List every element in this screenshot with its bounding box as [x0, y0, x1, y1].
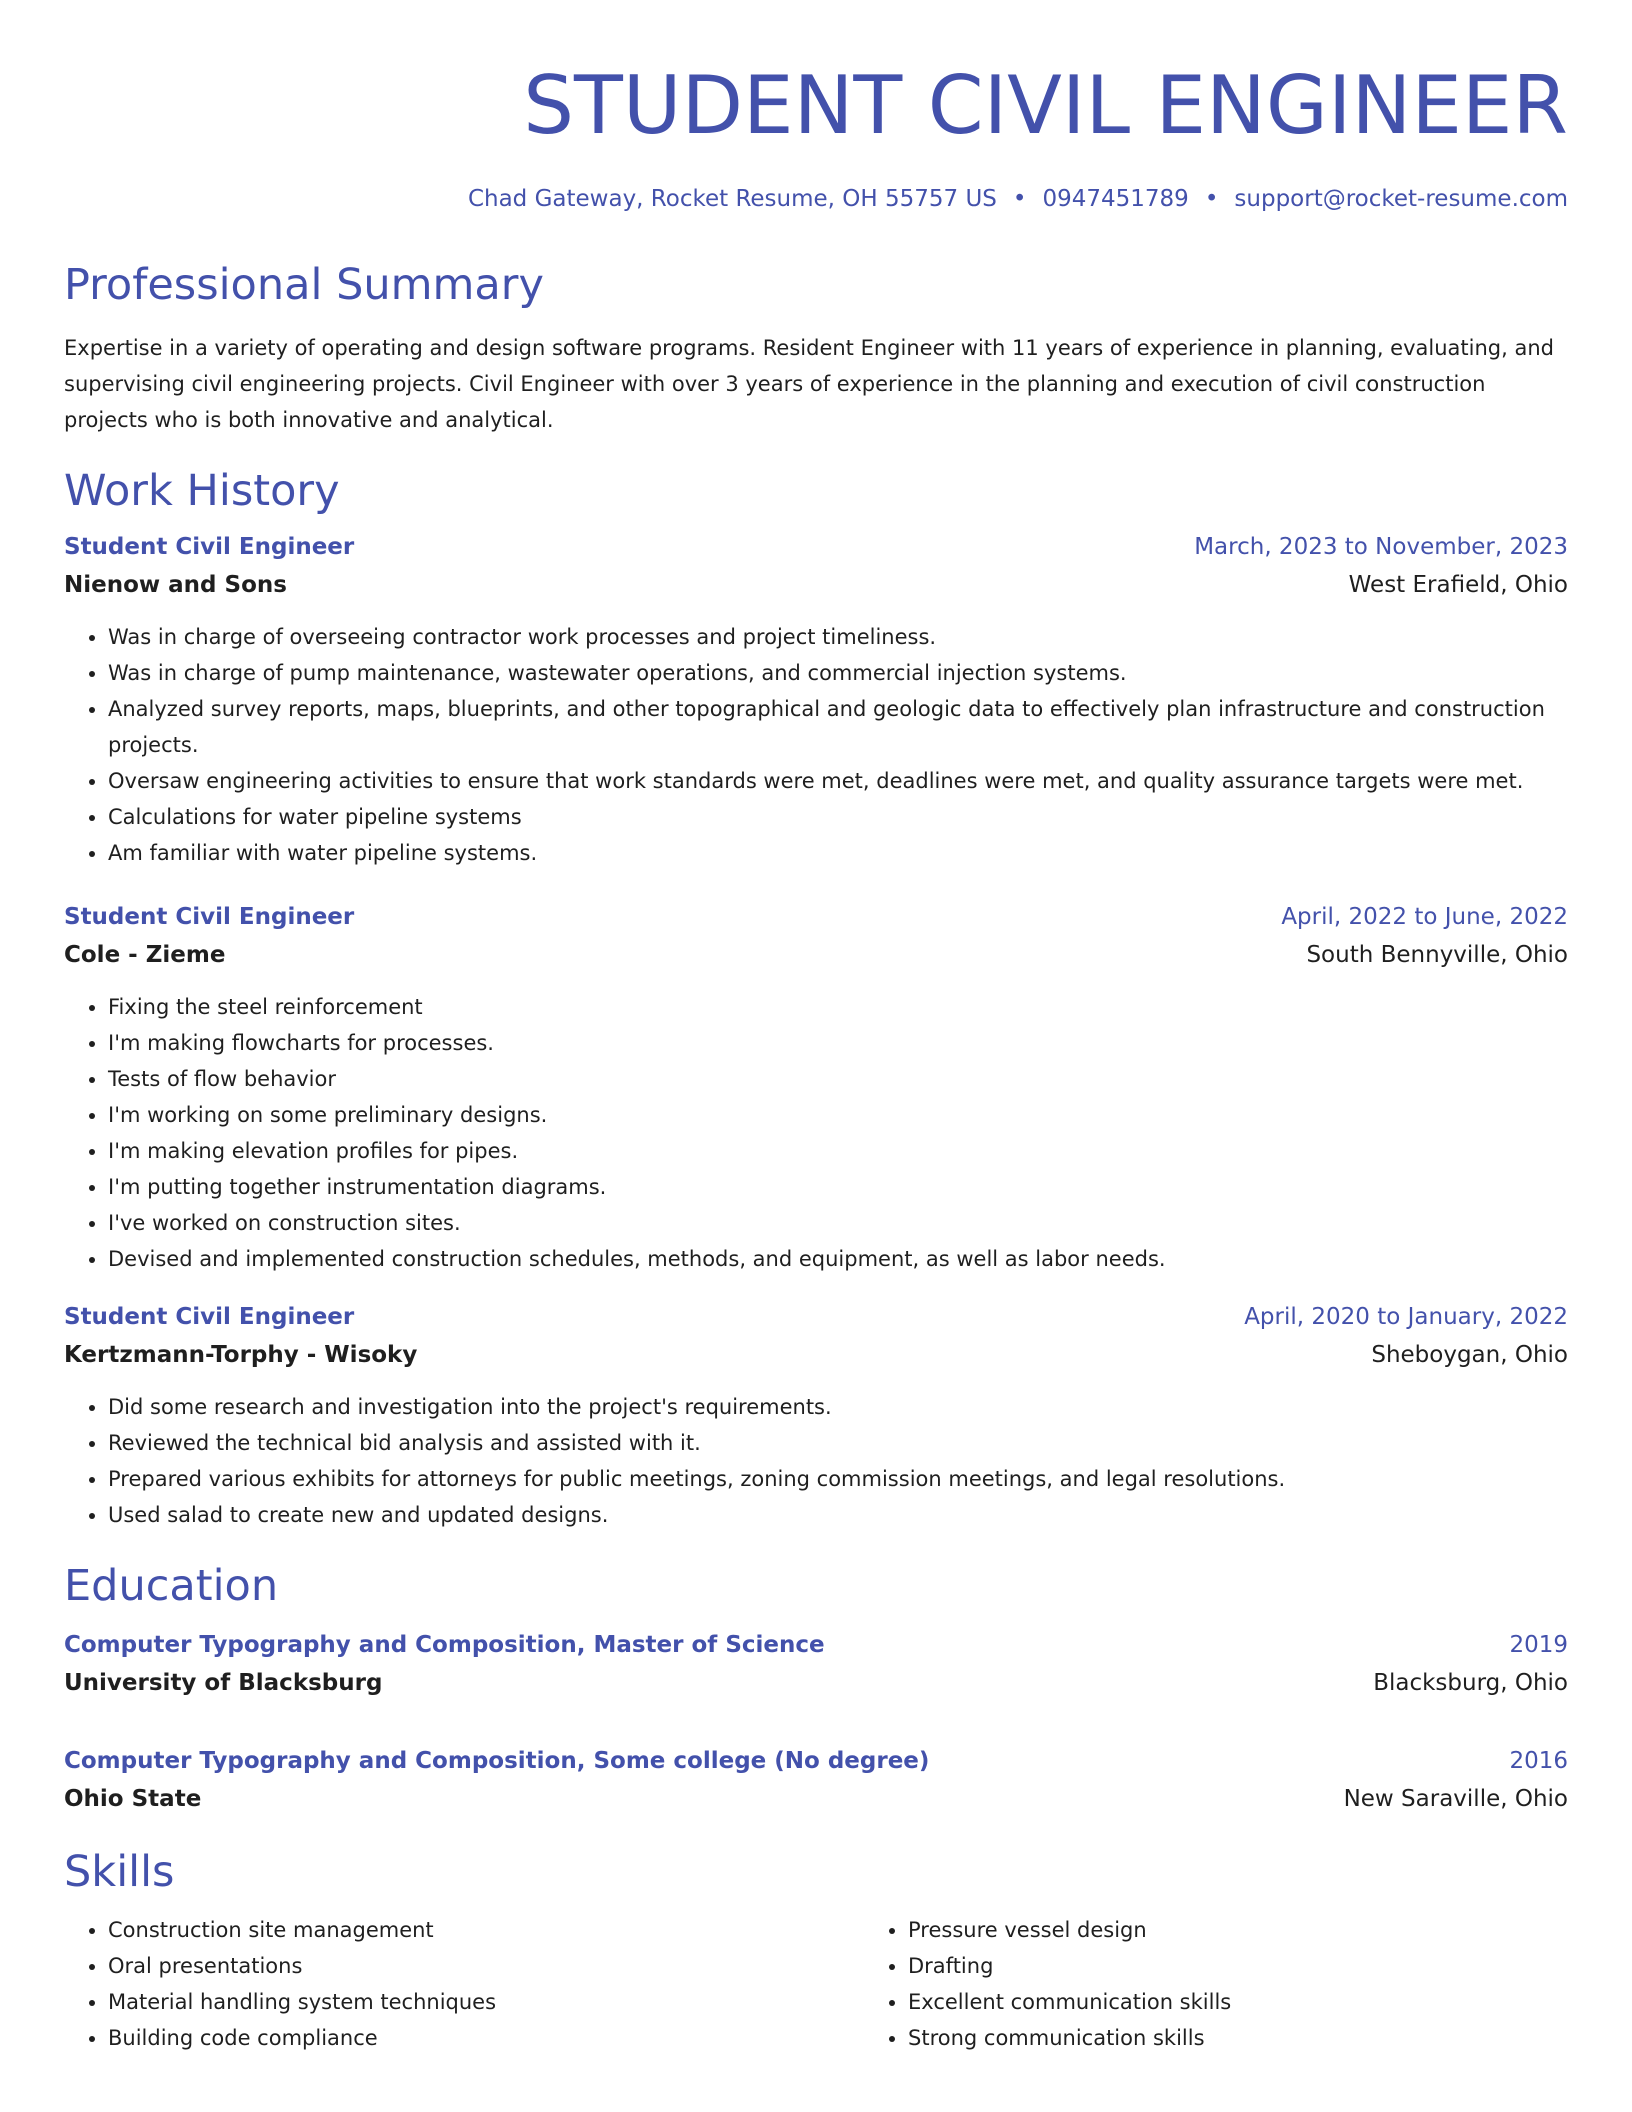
education-entry [64, 1743, 1568, 1819]
job-company: Cole - Zieme [64, 942, 226, 969]
education-school: Ohio State [64, 1785, 202, 1812]
job-company: Nienow and Sons [64, 572, 287, 599]
job-bullet: • Oversaw engineering activities to ensure that work standards were met, deadlines were met, and quality assurance targets were met. [108, 763, 1568, 799]
work-history-section [64, 466, 1568, 1534]
job-bullet: • Fixing the steel reinforcement [108, 989, 1568, 1025]
work-history-heading: Work History [64, 465, 340, 516]
education-location: Blacksburg, Ohio [1373, 1669, 1568, 1696]
skill-item: • Oral presentations [108, 1948, 808, 1984]
job-location: South Bennyville, Ohio [1306, 942, 1568, 969]
contact-address: Chad Gateway, Rocket Resume, OH 55757 US [467, 186, 997, 212]
education-location: New Saraville, Ohio [1343, 1785, 1568, 1812]
education-year: 2019 [1509, 1631, 1568, 1658]
job-entry [64, 529, 1568, 871]
job-bullet: • I'm working on some preliminary designs. [108, 1097, 1568, 1133]
education-heading: Education [64, 1561, 279, 1612]
job-company: Kertzmann-Torphy - Wisoky [64, 1342, 418, 1369]
education-section [64, 1561, 1568, 1819]
job-bullet: • I've worked on construction sites. [108, 1205, 1568, 1241]
contact-separator: • [1012, 186, 1027, 212]
skills-list-left [64, 1912, 808, 2056]
candidate-title: STUDENT CIVIL ENGINEER [523, 59, 1568, 152]
summary-heading: Professional Summary [64, 260, 544, 310]
job-bullets [64, 989, 1568, 1277]
resume-header [64, 59, 1568, 212]
job-bullet: • Was in charge of pump maintenance, wastewater operations, and commercial injection systems. [108, 655, 1568, 691]
skill-item: • Construction site management [108, 1912, 808, 1948]
job-location: Sheboygan, Ohio [1371, 1342, 1568, 1369]
job-dates: April, 2022 to June, 2022 [1281, 904, 1568, 931]
education-entry [64, 1627, 1568, 1703]
skills-heading: Skills [64, 1846, 175, 1897]
job-bullet: • Devised and implemented construction schedules, methods, and equipment, as well as labor needs. [108, 1241, 1568, 1277]
job-bullet: • I'm making elevation profiles for pipes. [108, 1133, 1568, 1169]
job-title: Student Civil Engineer [64, 1304, 355, 1331]
skill-item: • Building code compliance [108, 2020, 808, 2056]
job-bullet: • Calculations for water pipeline systems [108, 799, 1568, 835]
job-bullet: • Used salad to create new and updated designs. [108, 1497, 1568, 1533]
job-dates: March, 2023 to November, 2023 [1194, 534, 1568, 561]
skill-item: • Drafting [908, 1948, 1568, 1984]
job-bullet: • Am familiar with water pipeline systems. [108, 835, 1568, 871]
contact-email[interactable]: support@rocket-resume.com [1234, 186, 1568, 212]
skills-list-right [808, 1912, 1568, 2056]
skill-item: • Strong communication skills [908, 2020, 1568, 2056]
skill-item: • Excellent communication skills [908, 1984, 1568, 2020]
job-entry [64, 1299, 1568, 1533]
contact-line [64, 186, 1568, 212]
contact-phone[interactable]: 0947451789 [1042, 186, 1189, 212]
summary-section [64, 260, 1568, 438]
education-school: University of Blacksburg [64, 1669, 383, 1696]
job-bullet: • Analyzed survey reports, maps, blueprints, and other topographical and geologic data to effectively plan infrastructure and construction projects. [108, 691, 1568, 763]
job-title: Student Civil Engineer [64, 534, 355, 561]
education-year: 2016 [1509, 1747, 1568, 1774]
skills-section [64, 1847, 1568, 2057]
summary-text: Expertise in a variety of operating and design software programs. Resident Engineer with 11 years of experience in planning, evaluating, and supervising civil engineering projects. Civil Engineer with over 3 years of experience in the planning and execution of civil construction projects who is both innovative and analytical. [64, 335, 1554, 432]
job-bullet: • I'm putting together instrumentation diagrams. [108, 1169, 1568, 1205]
job-bullet: • Did some research and investigation into the project's requirements. [108, 1389, 1568, 1425]
job-bullets [64, 619, 1568, 871]
job-bullet: • Was in charge of overseeing contractor work processes and project timeliness. [108, 619, 1568, 655]
skills-columns [64, 1912, 1568, 2056]
job-location: West Erafield, Ohio [1348, 572, 1568, 599]
job-entry [64, 899, 1568, 1277]
contact-separator: • [1204, 186, 1219, 212]
education-degree: Computer Typography and Composition, Some college (No degree) [64, 1747, 930, 1774]
job-bullet: • Prepared various exhibits for attorneys for public meetings, zoning commission meetings, and legal resolutions. [108, 1461, 1568, 1497]
job-bullet: • Reviewed the technical bid analysis and assisted with it. [108, 1425, 1568, 1461]
job-bullet: • Tests of flow behavior [108, 1061, 1568, 1097]
job-bullets [64, 1389, 1568, 1533]
skill-item: • Material handling system techniques [108, 1984, 808, 2020]
education-degree: Computer Typography and Composition, Master of Science [64, 1631, 825, 1658]
job-title: Student Civil Engineer [64, 904, 355, 931]
job-bullet: • I'm making flowcharts for processes. [108, 1025, 1568, 1061]
job-dates: April, 2020 to January, 2022 [1244, 1304, 1568, 1331]
skill-item: • Pressure vessel design [908, 1912, 1568, 1948]
resume-page [64, 48, 1568, 2056]
